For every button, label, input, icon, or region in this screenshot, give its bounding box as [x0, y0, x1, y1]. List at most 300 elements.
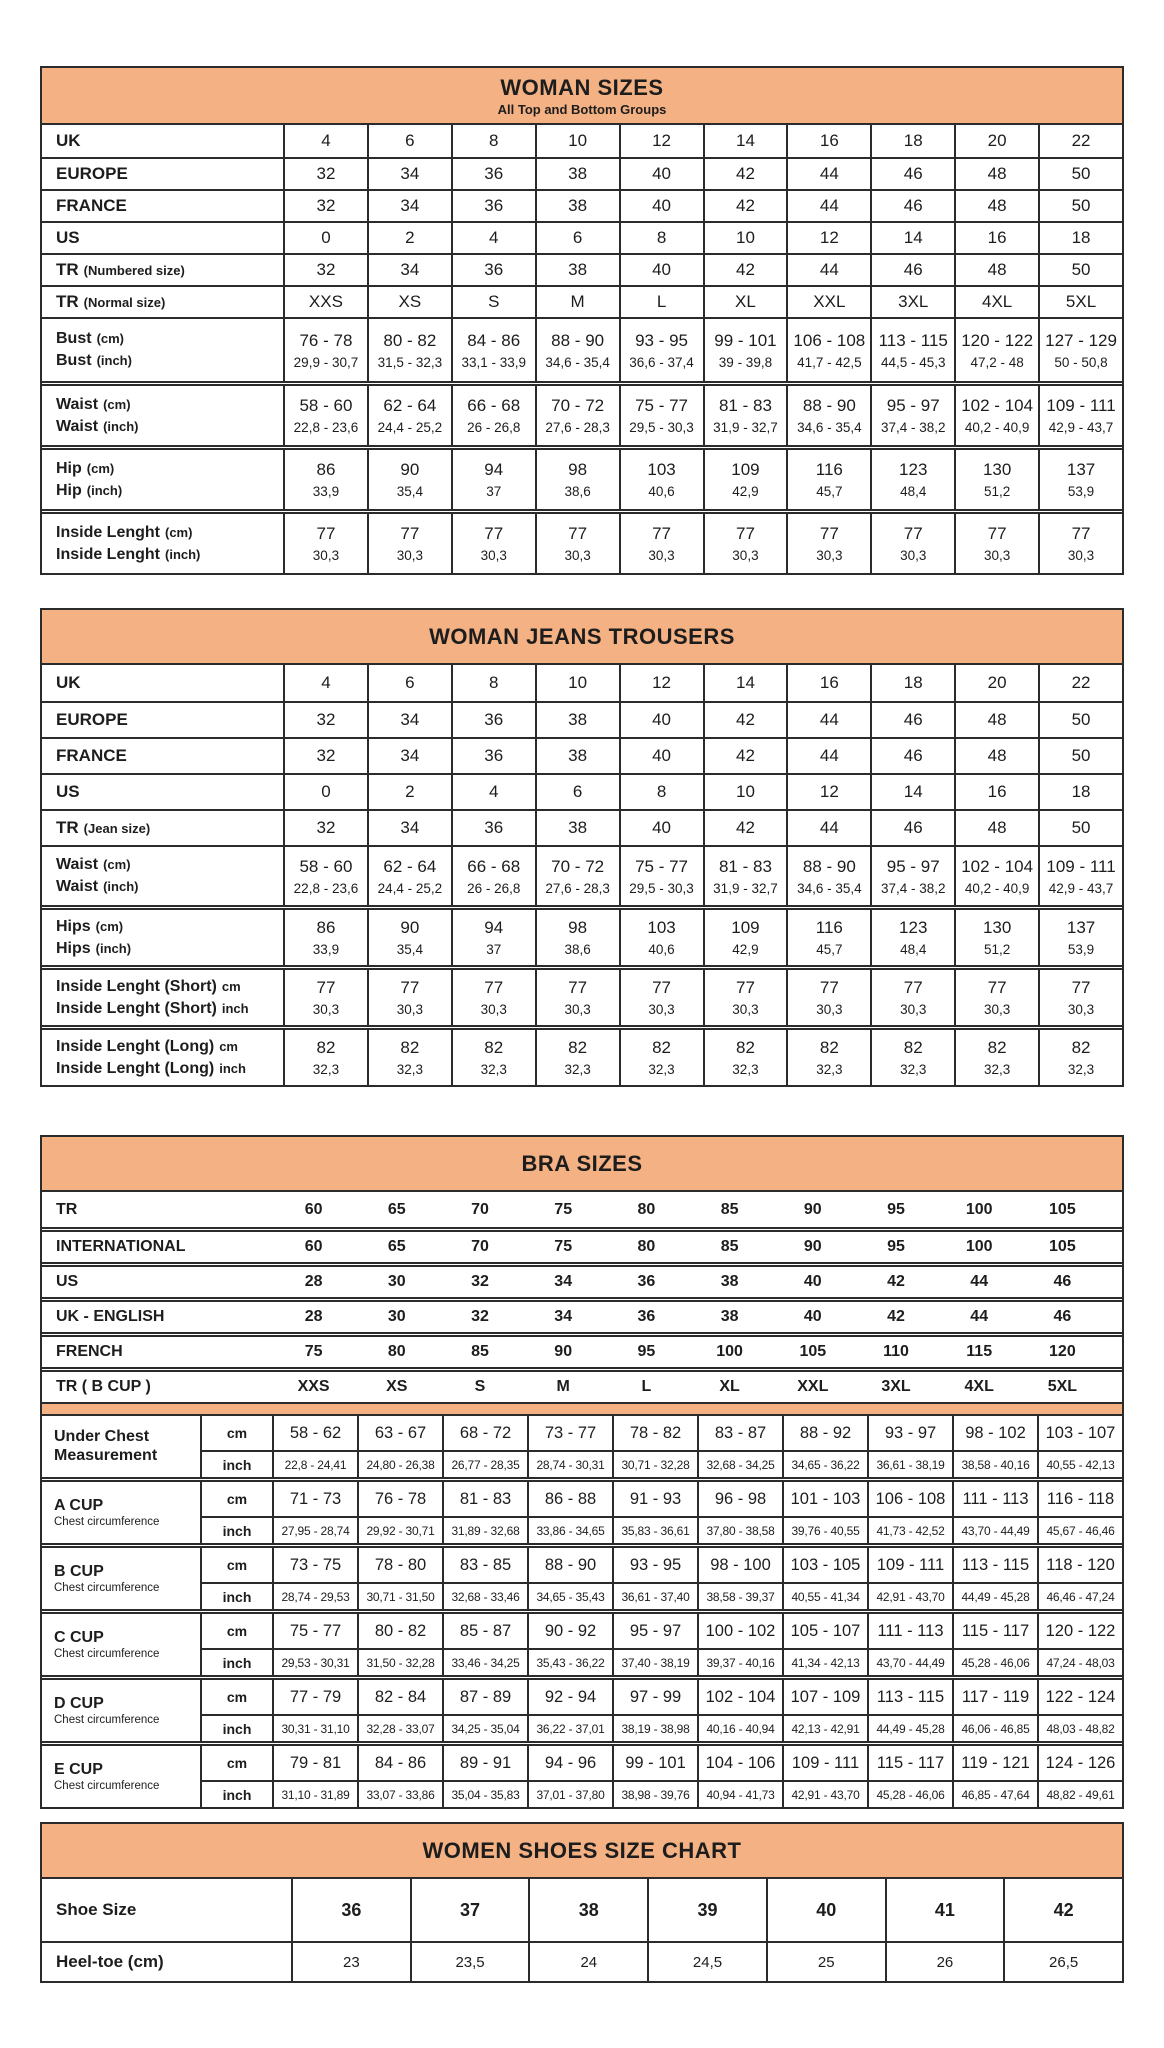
cell-value: 6 [405, 673, 415, 692]
table-cell [451, 223, 535, 253]
cell-value: 32,68 - 33,46 [451, 1589, 520, 1604]
cell-value: 31,50 - 32,28 [366, 1655, 435, 1670]
cell-value: 46 [903, 746, 923, 765]
cell-value: inch [222, 1654, 252, 1671]
table-cell [1037, 1680, 1122, 1714]
table-cell [535, 191, 619, 221]
table-cell [870, 514, 954, 573]
table-cell [612, 1782, 697, 1807]
cell-value: (cm) [103, 857, 131, 872]
cell-value: 42 [735, 164, 755, 183]
cell-value: 22,8 - 23,6 [293, 420, 359, 435]
cell-value: 40 [803, 1273, 822, 1290]
cell-value: 48 [987, 164, 1007, 183]
cell-value: 3XL [898, 292, 929, 311]
cell-value: 63 - 67 [374, 1423, 427, 1442]
cell-value: 16 [819, 673, 839, 692]
cell-value: 84 - 86 [467, 330, 521, 350]
cell-value: 103 [647, 918, 676, 937]
cell-value: 30,3 [312, 548, 340, 563]
cell-value: L [641, 1378, 652, 1395]
cell-value: XXS [308, 292, 343, 311]
cell-value: 45,28 - 46,06 [961, 1655, 1030, 1670]
table-cell [1037, 1584, 1122, 1609]
unit-cell [202, 1548, 272, 1582]
cell-value: 58 - 60 [299, 856, 353, 876]
cell-value: 81 - 83 [718, 396, 772, 415]
cell-value: 34 [554, 1273, 573, 1290]
table-cell [451, 703, 535, 737]
table-cell [272, 1337, 355, 1367]
table-cell [1003, 1943, 1122, 1981]
cell-value: 44 [819, 196, 839, 215]
table-cell [1021, 1232, 1104, 1262]
cell-value: 30,3 [900, 548, 927, 563]
cell-value: 32,3 [480, 1062, 507, 1077]
cell-value: 70 [471, 1200, 489, 1218]
table-cell [870, 255, 954, 285]
table-cell [867, 1452, 952, 1477]
cell-value: 45,28 - 46,06 [876, 1787, 945, 1802]
table-cell [283, 847, 367, 905]
cell-value: 95 [887, 1238, 905, 1255]
cell-value: 20 [987, 673, 1007, 692]
cell-value: XXL [797, 1378, 829, 1395]
table-cell [867, 1614, 952, 1648]
cell-value: 93 - 95 [629, 1555, 682, 1574]
cell-value: 42,13 - 42,91 [791, 1721, 860, 1736]
row-label [42, 1302, 272, 1332]
table-cell [619, 1030, 703, 1085]
table-cell [619, 287, 703, 317]
cell-value: 77 [819, 978, 839, 997]
table-cell [1037, 1518, 1122, 1543]
cell-value: 77 [568, 524, 588, 543]
cell-value: 30,3 [396, 1002, 423, 1017]
cell-value: 85 - 87 [459, 1621, 512, 1640]
cell-value: 77 [1071, 978, 1091, 997]
cell-value: 48,82 - 49,61 [1046, 1787, 1115, 1802]
measure-row-cm [202, 1746, 1122, 1780]
cell-value: 27,95 - 28,74 [281, 1523, 350, 1538]
cell-value: 95 - 97 [629, 1621, 682, 1640]
cell-value: 37 [486, 942, 502, 957]
table-cell [1038, 811, 1122, 845]
table-cell [1038, 970, 1122, 1025]
unit-cell [202, 1746, 272, 1780]
table-cell [367, 287, 451, 317]
table-cell [283, 287, 367, 317]
table-row [42, 221, 1122, 253]
cell-value: 109 [731, 918, 760, 937]
cell-value: TR ( B CUP ) [56, 1378, 151, 1395]
cell-value: 40 [652, 260, 671, 279]
cell-value: 94 [484, 918, 504, 937]
cell-value: 47,2 - 48 [970, 354, 1024, 370]
cell-value: 35,43 - 36,22 [536, 1655, 605, 1670]
cell-value: 32 [316, 746, 336, 765]
cell-value: 31,9 - 32,7 [713, 880, 778, 896]
women-shoes-header [42, 1824, 1122, 1879]
row-label [42, 1030, 283, 1085]
table-cell [619, 125, 703, 157]
table-cell [703, 775, 787, 809]
cell-value: XXL [813, 292, 846, 311]
cell-value: (cm) [165, 524, 193, 540]
cell-value: (Numbered size) [83, 262, 185, 278]
cell-value: 86 [316, 460, 336, 479]
table-cell [283, 775, 367, 809]
bra-cup-row [42, 1741, 1122, 1807]
table-cell [619, 910, 703, 965]
cell-value: 105 - 107 [790, 1621, 861, 1640]
cell-value: TR [56, 292, 79, 311]
cell-value: S [488, 292, 500, 311]
row-label-line [56, 919, 123, 935]
table-cell [527, 1548, 612, 1582]
cell-value: 103 - 105 [790, 1555, 861, 1574]
cell-value: 42,9 [732, 484, 759, 499]
table-cell [703, 450, 787, 509]
table-cell [272, 1518, 357, 1543]
cell-value: 47,24 - 48,03 [1046, 1655, 1115, 1670]
table-cell [1038, 125, 1122, 157]
cell-value: Inside Lenght (Short) [56, 999, 217, 1017]
table-cell [535, 847, 619, 905]
table-cell [619, 223, 703, 253]
cell-value: Inside Lenght (Long) [56, 1037, 215, 1055]
table-cell [367, 847, 451, 905]
measure-row-inch [202, 1714, 1122, 1741]
cell-value: 26 - 26,8 [467, 880, 521, 896]
table-cell [1037, 1746, 1122, 1780]
cell-value: 80 - 82 [374, 1621, 427, 1640]
cell-value: Inside Lenght (Short) [56, 977, 217, 995]
table-cell [272, 1650, 357, 1675]
table-row [42, 253, 1122, 285]
table-cell [885, 1879, 1004, 1941]
cell-value: 14 [903, 782, 923, 801]
table-cell [283, 450, 367, 509]
cell-value: 118 - 120 [1046, 1555, 1115, 1574]
table-cell [1021, 1192, 1104, 1227]
row-label [42, 159, 283, 189]
table-cell [619, 255, 703, 285]
cell-value: 90 [400, 460, 420, 479]
table-cell [954, 1030, 1038, 1085]
table-cell [1037, 1482, 1122, 1516]
cell-value: 48 [987, 260, 1007, 279]
cell-value: 32,3 [732, 1062, 759, 1077]
cell-value: 58 - 62 [289, 1423, 342, 1442]
table-cell [535, 739, 619, 773]
row-label [42, 1482, 202, 1543]
cell-value: 94 - 96 [544, 1753, 597, 1772]
cell-value: Bust [56, 352, 92, 369]
table-cell [703, 319, 787, 381]
cell-value: EUROPE [56, 710, 128, 729]
cell-value: 85 [471, 1343, 489, 1360]
cell-value: 85 [720, 1238, 739, 1255]
table-cell [283, 386, 367, 445]
woman-sizes-body [42, 125, 1122, 573]
table-cell [938, 1232, 1021, 1262]
cell-value: 23 [343, 1953, 360, 1971]
cell-value: 48 [987, 710, 1007, 729]
cell-value: 42,9 [732, 942, 759, 957]
table-cell [451, 287, 535, 317]
cell-value: 119 - 121 [961, 1753, 1030, 1772]
cell-value: 120 - 122 [1045, 1621, 1116, 1640]
unit-cell [202, 1716, 272, 1741]
table-cell [272, 1416, 357, 1450]
table-cell [612, 1584, 697, 1609]
table-cell [438, 1372, 521, 1402]
cell-value: 98 - 100 [710, 1555, 771, 1574]
table-cell [522, 1267, 605, 1297]
cell-value: 34 [400, 710, 420, 729]
cell-value: 111 - 113 [877, 1621, 944, 1640]
cell-value: 36 [484, 710, 504, 729]
table-cell [786, 287, 870, 317]
cell-value: 34 [554, 1308, 573, 1325]
cell-value: 36 [484, 818, 504, 837]
cell-value: 34,65 - 35,43 [536, 1589, 605, 1604]
table-cell [438, 1267, 521, 1297]
cell-value: 53,9 [1067, 942, 1095, 957]
table-cell [612, 1518, 697, 1543]
cell-value: 60 [304, 1200, 323, 1218]
cell-value: 130 [982, 460, 1012, 479]
table-cell [697, 1548, 782, 1582]
cell-value: 46 [903, 818, 923, 837]
table-cell [782, 1782, 867, 1807]
table-cell [367, 386, 451, 445]
table-cell [1038, 450, 1122, 509]
cell-value: 77 [484, 978, 504, 997]
table-cell [786, 811, 870, 845]
cell-value: 36 [341, 1899, 362, 1920]
cell-value: 66 - 68 [467, 856, 521, 876]
cell-value: 23,5 [455, 1953, 485, 1971]
cell-value: 100 [716, 1343, 743, 1360]
table-cell [612, 1716, 697, 1741]
cell-value: 32,3 [900, 1062, 927, 1077]
cell-value: 37 [486, 484, 502, 499]
cell-value: 137 [1066, 918, 1096, 937]
table-cell [357, 1548, 442, 1582]
cup-values [202, 1482, 1122, 1543]
cell-value: 116 [815, 460, 843, 479]
bra-sizes-table [40, 1135, 1124, 1809]
table-cell [283, 1030, 367, 1085]
table-cell [954, 665, 1038, 701]
cell-value: 32,68 - 34,25 [706, 1457, 775, 1472]
cell-value: 10 [735, 782, 755, 801]
cell-value: 34 [400, 260, 420, 279]
table-cell [612, 1482, 697, 1516]
cell-value: 36 [484, 260, 504, 279]
cell-value: cm [226, 1755, 248, 1771]
table-cell [954, 319, 1038, 381]
row-label [42, 1680, 202, 1741]
cell-value: 2 [405, 228, 415, 247]
table-cell [771, 1302, 854, 1332]
table-cell [283, 703, 367, 737]
cell-value: 83 - 85 [459, 1555, 512, 1574]
cell-value: 38 [568, 196, 588, 215]
cell-value: cm [221, 978, 241, 994]
cell-value: 43,70 - 44,49 [961, 1523, 1030, 1538]
cell-value: inch [219, 1060, 246, 1076]
cell-value: 77 [1071, 524, 1091, 543]
table-cell [355, 1372, 438, 1402]
table-cell [357, 1452, 442, 1477]
cell-value: 29,92 - 30,71 [366, 1523, 435, 1538]
table-cell [1037, 1416, 1122, 1450]
cell-value: Shoe Size [56, 1900, 137, 1919]
table-cell [527, 1680, 612, 1714]
measure-row-cm [202, 1614, 1122, 1648]
table-cell [1038, 287, 1122, 317]
table-cell [357, 1716, 442, 1741]
cell-value: 88 - 90 [802, 396, 856, 415]
cell-value: 30,3 [564, 1002, 591, 1017]
cell-value: 14 [735, 673, 755, 692]
cell-value: 30,3 [900, 1002, 927, 1017]
cell-value: 29,5 - 30,3 [629, 880, 694, 896]
cell-value: 24,4 - 25,2 [377, 880, 443, 896]
cell-value: 12 [819, 228, 839, 247]
cell-value: 84 - 86 [374, 1753, 427, 1772]
bra-sizes-header [42, 1137, 1122, 1192]
table-cell [438, 1302, 521, 1332]
cell-value: 75 - 77 [289, 1621, 342, 1640]
table-cell [867, 1782, 952, 1807]
cell-value: 28 [304, 1308, 323, 1325]
table-cell [442, 1452, 527, 1477]
cell-value: 46,46 - 47,24 [1046, 1589, 1115, 1604]
measure-row-inch [202, 1582, 1122, 1609]
table-cell [451, 191, 535, 221]
table-cell [786, 703, 870, 737]
table-cell [442, 1614, 527, 1648]
cell-value: 48,4 [900, 942, 927, 957]
cell-value: 26,5 [1049, 1953, 1079, 1971]
cell-value: 10 [568, 131, 588, 150]
cell-value: 36 [484, 196, 504, 215]
table-cell [357, 1518, 442, 1543]
table-cell [535, 386, 619, 445]
cell-value: 44 [970, 1273, 989, 1290]
table-cell [1021, 1337, 1104, 1367]
cell-value: 95 [887, 1200, 905, 1218]
cell-value: 20 [987, 131, 1007, 150]
table-cell [527, 1782, 612, 1807]
table-cell [535, 910, 619, 965]
cell-value: 18 [903, 673, 923, 692]
cell-value: 66 - 68 [467, 396, 521, 415]
table-cell [697, 1614, 782, 1648]
table-cell [782, 1680, 867, 1714]
cell-value: 22,8 - 24,41 [284, 1457, 347, 1472]
cell-value: 12 [652, 131, 671, 150]
table-cell [272, 1614, 357, 1648]
cell-value: 40 [652, 710, 671, 729]
cell-value: 113 - 115 [961, 1555, 1030, 1574]
cell-value: 111 - 113 [962, 1489, 1029, 1508]
cell-value: 14 [735, 131, 755, 150]
cell-value: 82 [484, 1038, 504, 1057]
cell-value: Hips [56, 917, 91, 935]
cell-value: 35,83 - 36,61 [621, 1523, 690, 1538]
table-cell [697, 1518, 782, 1543]
table-cell [870, 386, 954, 445]
table-cell [703, 223, 787, 253]
table-cell [782, 1482, 867, 1516]
row-label-line [56, 1061, 246, 1077]
table-title: WOMAN JEANS TROUSERS [429, 624, 735, 649]
table-cell [938, 1337, 1021, 1367]
cell-value: 30,3 [732, 1002, 759, 1017]
cell-value: 82 [987, 1038, 1007, 1057]
table-cell [272, 1746, 357, 1780]
row-label-line [56, 461, 114, 477]
cell-value: 10 [735, 228, 755, 247]
cell-value: (inch) [86, 482, 123, 498]
cell-value: 30,3 [564, 548, 591, 563]
measure-row-cm [202, 1416, 1122, 1450]
cell-value: 30,3 [648, 1002, 675, 1017]
woman-sizes-header [42, 68, 1122, 125]
table-cell [527, 1716, 612, 1741]
cell-value: inch [222, 1786, 252, 1803]
table-cell [272, 1482, 357, 1516]
cell-value: 30 [387, 1273, 406, 1290]
cell-value: 102 - 104 [961, 396, 1034, 415]
cell-value: XL [719, 1378, 740, 1395]
table-cell [786, 319, 870, 381]
cell-value: 39 [697, 1899, 718, 1920]
cell-value: 44 [819, 260, 839, 279]
table-cell [870, 450, 954, 509]
table-cell [619, 811, 703, 845]
cell-value: 75 - 77 [635, 396, 689, 415]
cell-value: 71 - 73 [289, 1489, 342, 1508]
table-cell [703, 255, 787, 285]
cell-value: 36,61 - 38,19 [876, 1457, 945, 1472]
cell-value: 90 - 92 [544, 1621, 597, 1640]
cell-value: 70 - 72 [551, 396, 605, 415]
cell-value: 45,67 - 46,46 [1046, 1523, 1115, 1538]
cell-value: 113 - 115 [876, 1687, 945, 1706]
cup-values [202, 1680, 1122, 1741]
table-title: WOMAN SIZES [500, 75, 664, 100]
cell-value: 40,55 - 42,13 [1046, 1457, 1115, 1472]
table-cell [272, 1716, 357, 1741]
cell-value: 33,1 - 33,9 [461, 354, 527, 370]
cell-value: 98 - 102 [965, 1423, 1026, 1442]
row-label-line [56, 525, 192, 541]
table-cell [952, 1746, 1037, 1780]
orange-separator-bar [42, 1402, 1122, 1416]
cell-value: inch [222, 1522, 252, 1539]
table-cell [867, 1584, 952, 1609]
table-cell [355, 1337, 438, 1367]
table-cell [870, 191, 954, 221]
cell-value: 22 [1071, 673, 1091, 692]
cell-value: 39 - 39,8 [718, 354, 773, 370]
